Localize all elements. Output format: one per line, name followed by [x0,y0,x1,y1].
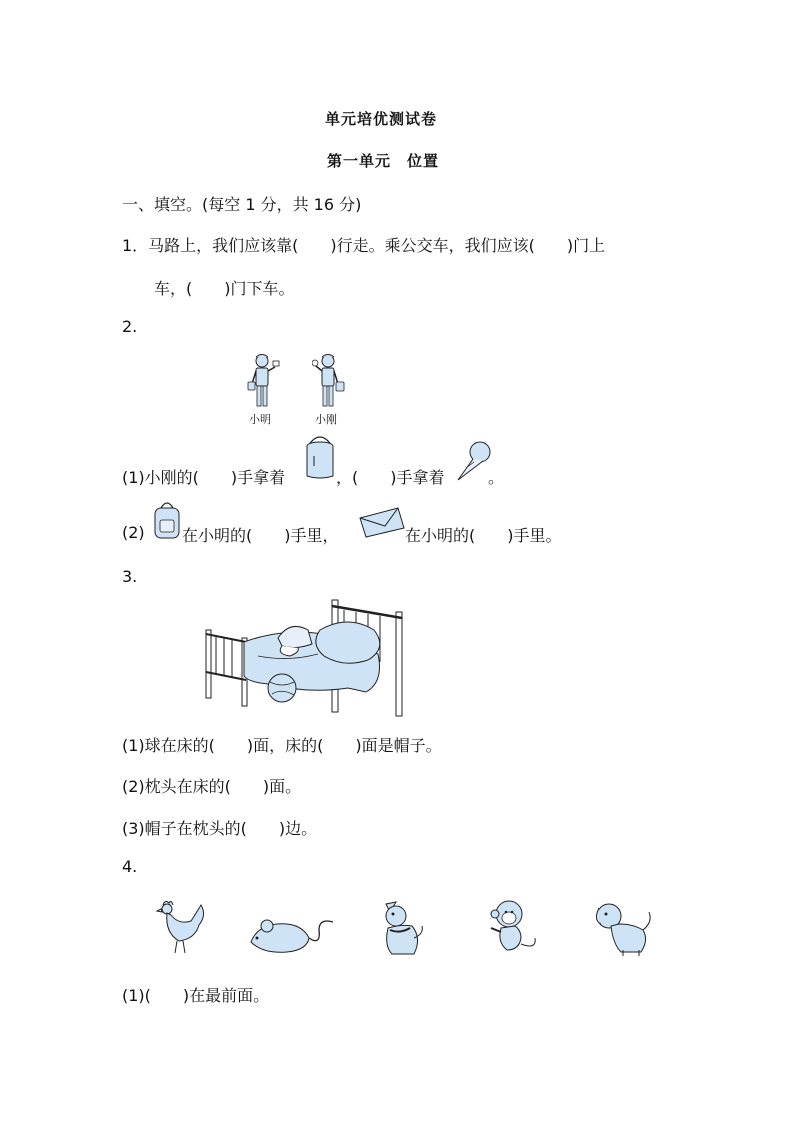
mouse-figure [247,912,337,956]
question-4-part-1: (1)( )在最前面。 [122,986,270,1005]
question-2-part-1-a: (1)小刚的( )手拿着 [122,468,286,487]
question-3-number: 3. [122,567,138,586]
question-2-part-1-c: 。 [488,468,505,487]
section-heading: 一、填空。(每空 1 分，共 16 分) [122,195,362,214]
boy-xiaoming-figure [246,352,280,412]
monkey-figure [487,898,541,958]
label-xiaoming: 小明 [249,413,271,426]
page-title: 单元培优测试卷 [325,110,438,128]
boy-xiaogang-figure [312,352,346,412]
bed-illustration [198,596,412,720]
backpack-icon [152,498,182,540]
puppy-figure [593,900,655,958]
ice-cream-icon [456,440,492,484]
question-1-line-1: 1．马路上，我们应该靠( )行走。乘公交车，我们应该( )门上 [122,236,606,255]
question-3-part-2: (2)枕头在床的( )面。 [122,777,302,796]
page-subtitle: 第一单元 位置 [327,152,440,170]
envelope-icon [358,506,406,538]
question-2-number: 2. [122,317,138,336]
question-1-line-2: 车，( )门下车。 [154,279,295,298]
question-2-part-1-b: ，( )手拿着 [336,468,445,487]
question-3-part-3: (3)帽子在枕头的( )边。 [122,819,318,838]
question-4-number: 4. [122,857,138,876]
question-2-part-2-c: 在小明的( )手里。 [405,526,562,545]
label-xiaogang: 小刚 [315,413,337,426]
dog-sitting-figure [378,898,428,958]
question-2-part-2-b: 在小明的( )手里， [182,526,339,545]
question-3-part-1: (1)球在床的( )面，床的( )面是帽子。 [122,736,442,755]
paint-bucket-icon [304,432,336,480]
rooster-figure [155,897,211,957]
question-2-part-2-a: (2) [122,523,145,542]
